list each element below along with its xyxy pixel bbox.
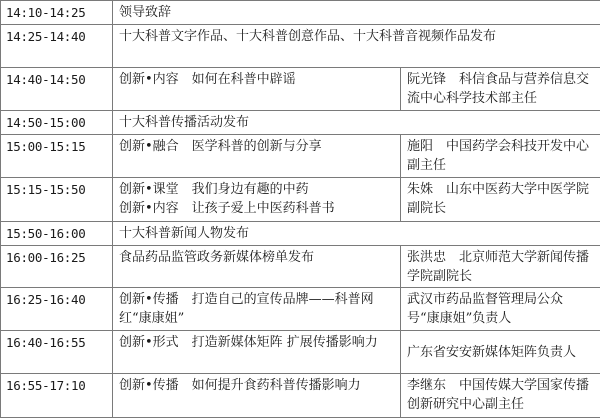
agenda-row <box>1 245 600 288</box>
session-time: 15:50-16:00 <box>1 222 113 245</box>
session-time: 15:15-15:50 <box>1 178 113 222</box>
topic-line: 创新•内容 让孩子爱上中医药科普书 <box>119 201 335 217</box>
topic-line: 创新•内容 如何在科普中辟谣 <box>119 72 296 88</box>
topic-line: 创新•传播 如何提升食药科普传播影响力 <box>119 378 361 394</box>
session-topic <box>113 68 401 111</box>
agenda-row <box>1 288 600 331</box>
session-topic <box>113 245 401 288</box>
topic-line: 领导致辞 <box>119 5 172 20</box>
topic-line: 十大科普文字作品、十大科普创意作品、十大科普音视频作品发布 <box>119 29 497 45</box>
session-topic <box>113 1 600 25</box>
speaker-info: 武汉市药品监督管理局公众号“康康姐”负责人 <box>401 288 600 331</box>
session-topic <box>113 178 401 222</box>
topic-line: 创新•形式 打造新媒体矩阵 扩展传播影响力 <box>119 335 378 351</box>
topic-line: 十大科普传播活动发布 <box>119 115 250 131</box>
agenda-row <box>1 374 600 418</box>
topic-line: 食品药品监管政务新媒体榜单发布 <box>119 249 315 265</box>
session-topic <box>113 111 600 134</box>
session-topic <box>113 25 600 68</box>
agenda-row <box>1 1 600 25</box>
agenda-body <box>1 1 600 418</box>
session-time: 15:00-15:15 <box>1 134 113 178</box>
agenda-row <box>1 331 600 374</box>
session-time: 16:55-17:10 <box>1 374 113 418</box>
session-time: 16:40-16:55 <box>1 331 113 374</box>
speaker-info: 朱姝 山东中医药大学中医学院副院长 <box>401 178 600 222</box>
session-topic <box>113 374 401 418</box>
topic-line: 十大科普新闻人物发布 <box>119 226 250 242</box>
speaker-info: 李继东 中国传媒大学国家传播创新研究中心副主任 <box>401 374 600 418</box>
topic-line: 创新•传播 打造自己的宣传品牌——科普网红“康康姐” <box>119 292 374 327</box>
agenda-row <box>1 25 600 68</box>
agenda-row <box>1 222 600 245</box>
session-time: 14:40-14:50 <box>1 68 113 111</box>
speaker-info: 张洪忠 北京师范大学新闻传播学院副院长 <box>401 245 600 288</box>
session-topic <box>113 331 401 374</box>
session-time: 16:00-16:25 <box>1 245 113 288</box>
topic-line: 创新•融合 医学科普的创新与分享 <box>119 138 322 154</box>
agenda-row <box>1 178 600 222</box>
session-topic <box>113 288 401 331</box>
agenda-row <box>1 134 600 178</box>
speaker-info: 阮光锋 科信食品与营养信息交流中心科学技术部主任 <box>401 68 600 111</box>
agenda-row <box>1 111 600 134</box>
session-time: 16:25-16:40 <box>1 288 113 331</box>
session-time: 14:50-15:00 <box>1 111 113 134</box>
speaker-info: 施阳 中国药学会科技开发中心副主任 <box>401 134 600 178</box>
session-time: 14:25-14:40 <box>1 25 113 68</box>
session-topic <box>113 134 401 178</box>
topic-line: 创新•课堂 我们身边有趣的中药 <box>119 182 309 198</box>
session-time: 14:10-14:25 <box>1 1 113 25</box>
speaker-info: 广东省安安新媒体矩阵负责人 <box>401 331 600 374</box>
agenda-row <box>1 68 600 111</box>
session-topic <box>113 222 600 245</box>
